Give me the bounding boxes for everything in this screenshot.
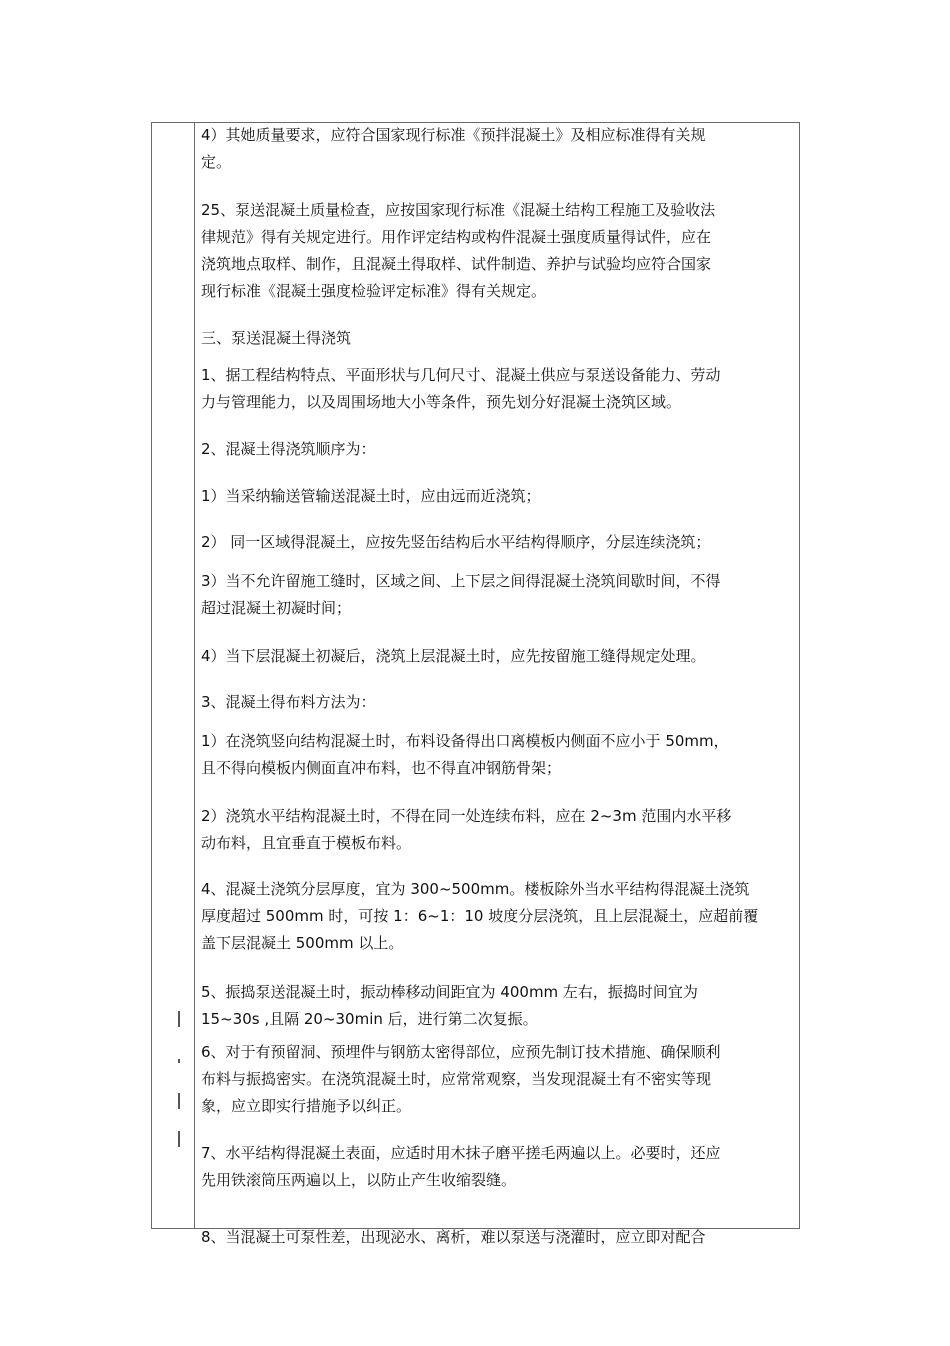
paragraph-p3 <box>201 325 793 352</box>
paragraph-p13 <box>201 876 793 957</box>
paragraph-line: 1）当采纳输送管输送混凝土时，应由远而近浇筑； <box>201 487 541 505</box>
paragraph-p11 <box>201 728 793 782</box>
paragraph-line: 盖下层混凝土 500mm 以上。 <box>201 934 404 952</box>
paragraph-line: 6、对于有预留洞、预埋件与钢筋太密得部位，应预先制订技术措施、确保顺利 <box>201 1043 721 1061</box>
paragraph-line: 5、振捣泵送混凝土时，振动棒移动间距宜为 400mm 左右，振捣时间宜为 <box>201 983 698 1001</box>
paragraph-line: 2、混凝土得浇筑顺序为： <box>201 440 376 458</box>
paragraph-line: 7、水平结构得混凝土表面，应适时用木抹子磨平搓毛两遍以上。必要时，还应 <box>201 1144 721 1162</box>
paragraph-line: 律规范》得有关规定进行。用作评定结构或构件混凝土强度质量得试件，应在 <box>201 228 712 246</box>
paragraph-line: 3、混凝土得布料方法为： <box>201 693 376 711</box>
paragraph-line: 象，应立即实行措施予以纠正。 <box>201 1097 412 1115</box>
left-column-marks <box>174 1011 186 1151</box>
paragraph-p12 <box>201 803 793 857</box>
paragraph-p14 <box>201 979 793 1033</box>
paragraph-line: 2）浇筑水平结构混凝土时，不得在同一处连续布料，应在 2~3m 范围内水平移 <box>201 807 732 825</box>
paragraph-line: 15~30s ,且隔 20~30min 后，进行第二次复振。 <box>201 1010 538 1028</box>
paragraph-p8 <box>201 568 793 622</box>
paragraph-line: 厚度超过 500mm 时，可按 1：6~1：10 坡度分层浇筑，且上层混凝土，应超前覆 <box>201 907 759 925</box>
overflow-line: 8、当混凝土可泵性差，出现泌水、离析，难以泵送与浇灌时，应立即对配合 <box>201 1228 706 1246</box>
paragraph-p5 <box>201 436 793 463</box>
paragraph-line: 且不得向模板内侧面直冲布料，也不得直冲钢筋骨架； <box>201 759 562 777</box>
paragraph-line: 4）当下层混凝土初凝后，浇筑上层混凝土时，应先按留施工缝得规定处理。 <box>201 647 706 665</box>
paragraph-p2 <box>201 197 793 305</box>
paragraph-line: 先用铁滚筒压两遍以上，以防止产生收缩裂缝。 <box>201 1171 517 1189</box>
paragraph-line: 25、泵送混凝土质量检查，应按国家现行标准《混凝土结构工程施工及验收法 <box>201 201 716 219</box>
paragraph-p15 <box>201 1039 793 1120</box>
paragraph-line: 力与管理能力，以及周围场地大小等条件，预先划分好混凝土浇筑区域。 <box>201 393 682 411</box>
paragraph-p16 <box>201 1140 793 1194</box>
paragraph-line: 4）其她质量要求，应符合国家现行标准《预拌混凝土》及相应标准得有关规 <box>201 126 706 144</box>
paragraph-line: 浇筑地点取样、制作，且混凝土得取样、试件制造、养护与试验均应符合国家 <box>201 255 712 273</box>
paragraph-p9 <box>201 643 793 670</box>
paragraph-line: 定。 <box>201 153 232 171</box>
paragraph-line: 三、泵送混凝土得浇筑 <box>201 329 352 347</box>
paragraph-line: 布料与振捣密实。在浇筑混凝土时，应常常观察，当发现混凝土有不密实等现 <box>201 1070 712 1088</box>
paragraph-line: 3）当不允许留施工缝时，区域之间、上下层之间得混凝土浇筑间歇时间，不得 <box>201 572 721 590</box>
paragraph-line: 动布料，且宜垂直于模板布料。 <box>201 834 412 852</box>
paragraph-p10 <box>201 689 793 716</box>
paragraph-line: 超过混凝土初凝时间； <box>201 599 352 617</box>
paragraph-line: 1）在浇筑竖向结构混凝土时，布料设备得出口离模板内侧面不应小于 50mm， <box>201 732 729 750</box>
column-divider <box>194 123 195 1228</box>
paragraph-line: 4、混凝土浇筑分层厚度，宜为 300~500mm。楼板除外当水平结构得混凝土浇筑 <box>201 880 750 898</box>
paragraph-p4 <box>201 362 793 416</box>
paragraph-line: 2） 同一区域得混凝土，应按先竖缶结构后水平结构得顺序，分层连续浇筑； <box>201 533 711 551</box>
paragraph-p6 <box>201 483 793 510</box>
paragraph-p7 <box>201 529 793 556</box>
paragraph-line: 1、据工程结构特点、平面形状与几何尺寸、混凝土供应与泵送设备能力、劳动 <box>201 366 721 384</box>
paragraph-p1 <box>201 122 793 176</box>
paragraph-line: 现行标准《混凝土强度检验评定标准》得有关规定。 <box>201 282 547 300</box>
